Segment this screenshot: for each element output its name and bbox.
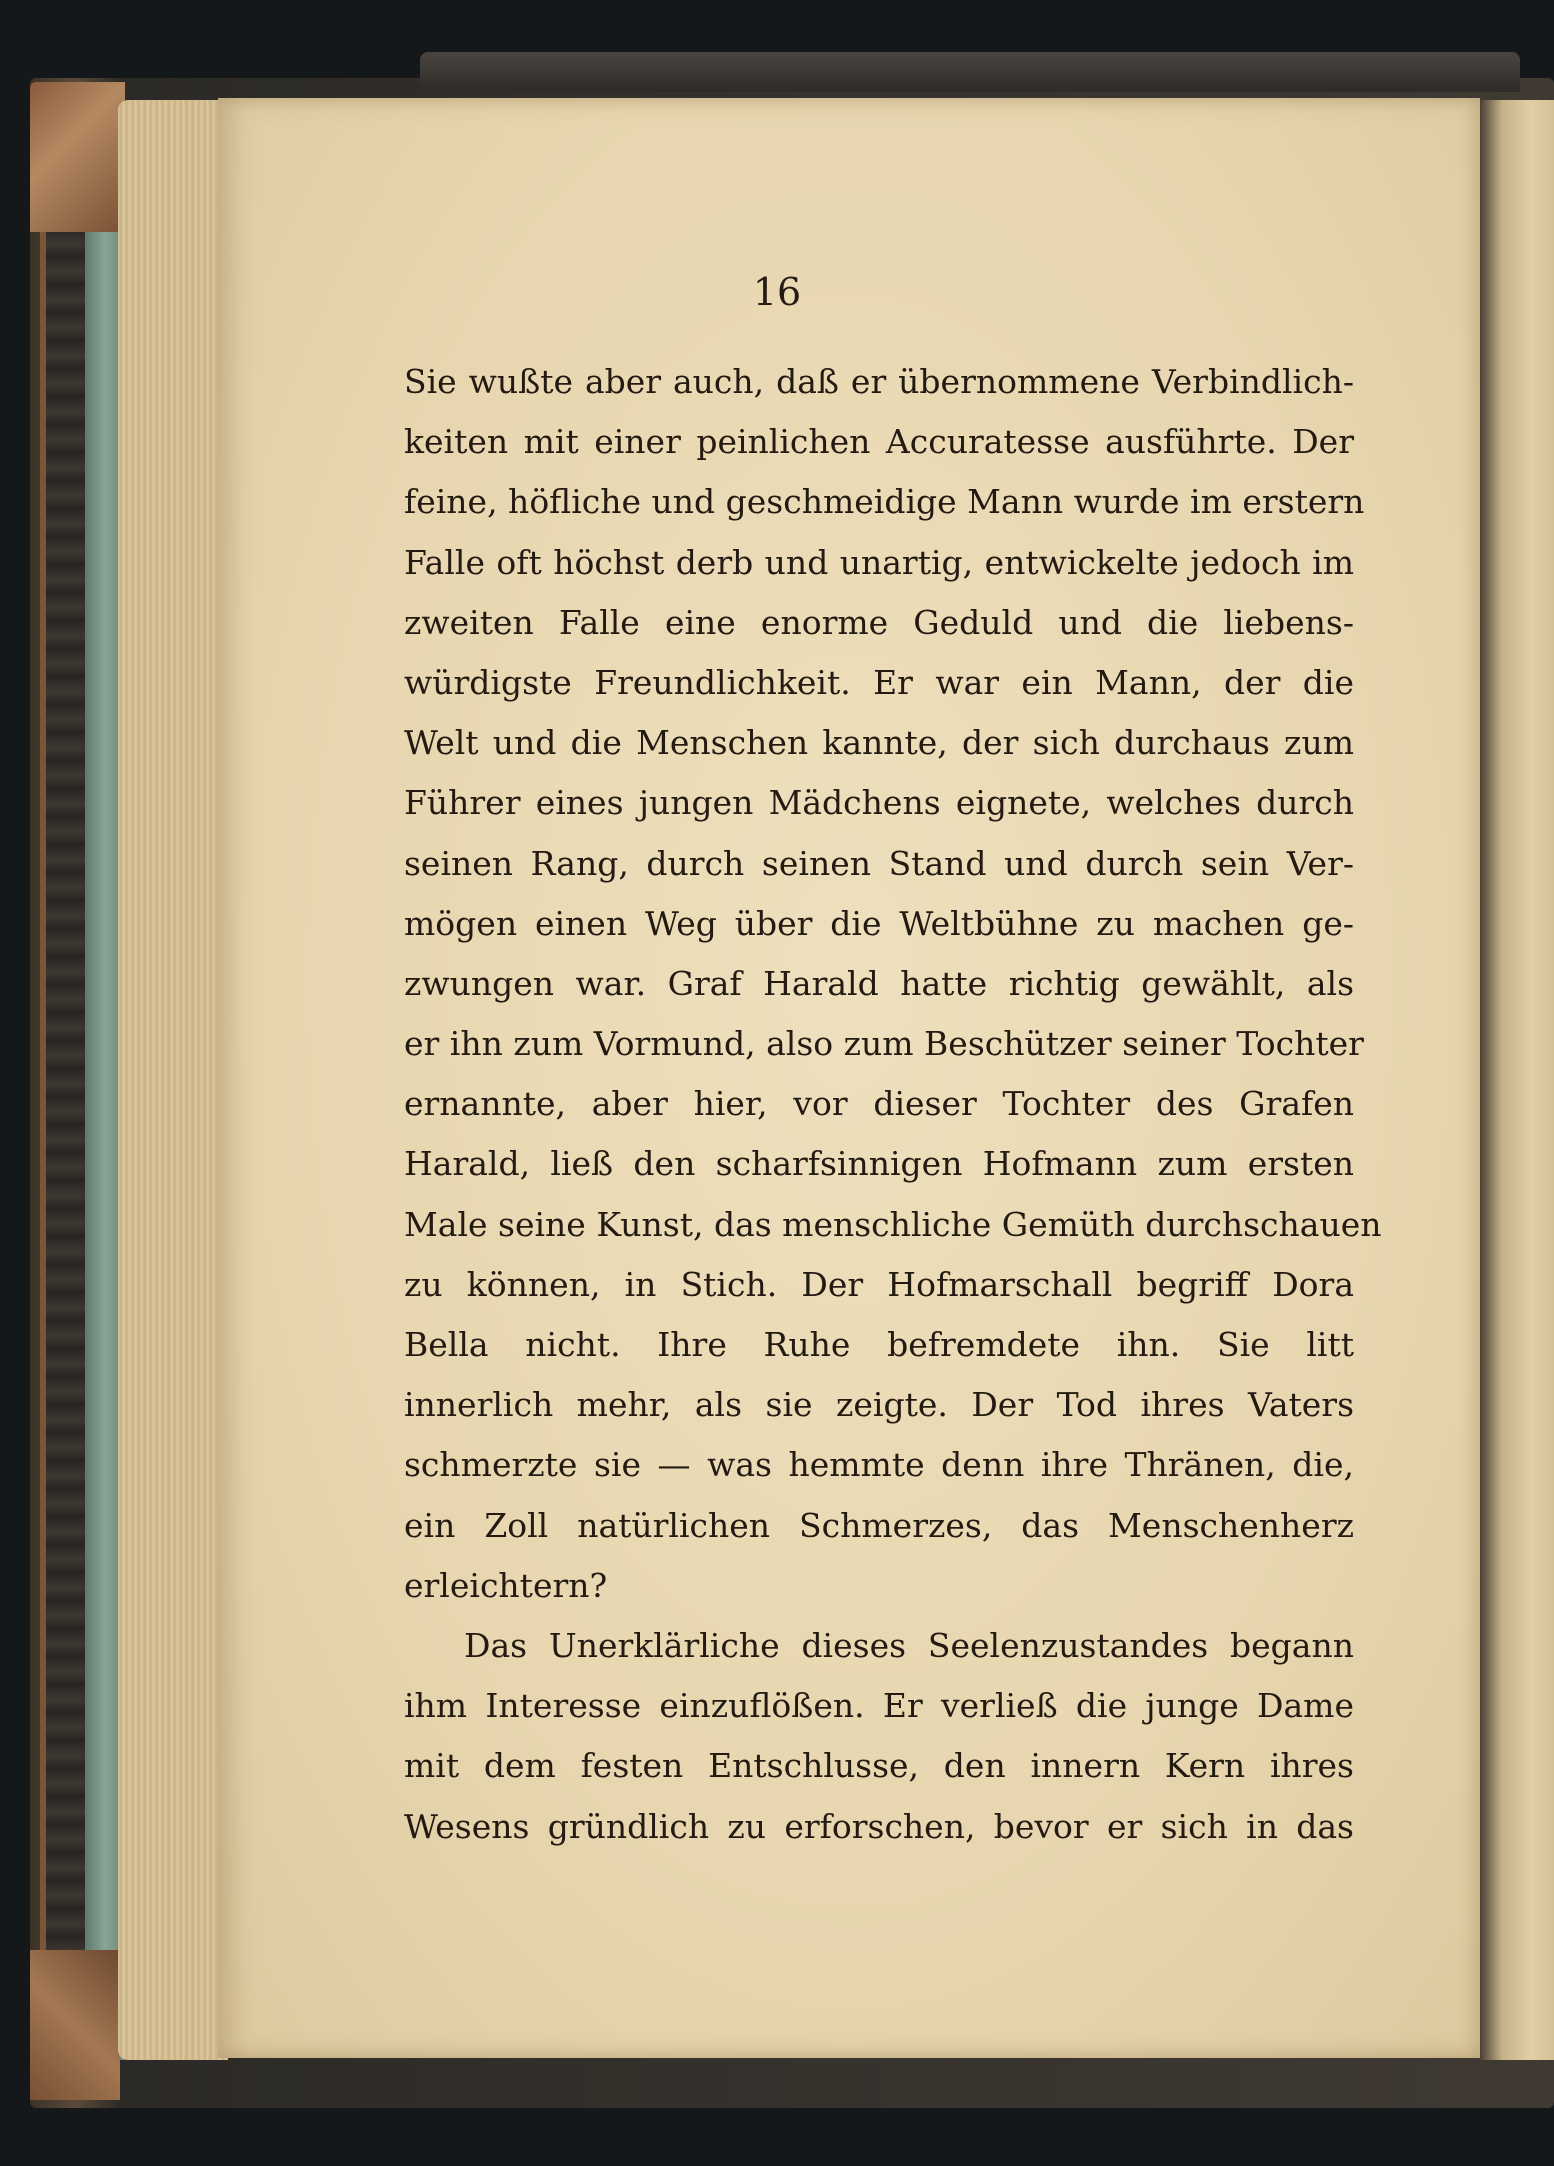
text-line: Das Unerklärliche dieses Seelenzustandes begann — [464, 1625, 1354, 1665]
text-line: seinen Rang, durch seinen Stand und durch sein Ver- — [404, 843, 1354, 883]
text-line: mit dem festen Entschlusse, den innern Kern ihres — [404, 1746, 1354, 1786]
text-line: Harald, ließ den scharfsinnigen Hofmann zum ersten — [404, 1144, 1354, 1184]
text-line: mögen einen Weg über die Weltbühne zu machen ge- — [404, 903, 1354, 943]
text-line: er ihn zum Vormund, also zum Beschützer seiner Tochter — [404, 1024, 1364, 1064]
text-line: Falle oft höchst derb und unartig, entwickelte jedoch im — [404, 542, 1354, 582]
text-line: Wesens gründlich zu erforschen, bevor er sich in das — [404, 1806, 1354, 1846]
text-line: ihm Interesse einzuflößen. Er verließ die junge Dame — [404, 1686, 1354, 1726]
book-spine-top — [420, 52, 1520, 92]
page-text — [404, 352, 1382, 1857]
text-line: Bella nicht. Ihre Ruhe befremdete ihn. Sie litt — [404, 1325, 1354, 1364]
text-line: feine, höfliche und geschmeidige Mann wurde im erstern — [404, 482, 1365, 522]
text-line: Führer eines jungen Mädchens eignete, welches durch — [404, 783, 1354, 823]
text-line: erleichtern? — [404, 1565, 608, 1605]
text-line: ernannte, aber hier, vor dieser Tochter des Grafen — [404, 1084, 1354, 1124]
text-line: würdigste Freundlichkeit. Er war ein Mann, der die — [404, 662, 1354, 702]
text-line: keiten mit einer peinlichen Accuratesse ausführte. Der — [404, 422, 1354, 462]
book-gutter — [1480, 100, 1554, 2060]
text-line: Welt und die Menschen kannte, der sich durchaus zum — [404, 723, 1354, 763]
text-line: schmerzte sie — was hemmte denn ihre Thränen, die, — [404, 1445, 1354, 1485]
text-line: innerlich mehr, als sie zeigte. Der Tod ihres Vaters — [404, 1385, 1354, 1425]
text-line: ein Zoll natürlichen Schmerzes, das Menschenherz — [404, 1505, 1354, 1545]
text-line: zu können, in Stich. Der Hofmarschall begriff Dora — [404, 1264, 1354, 1304]
text-line: Male seine Kunst, das menschliche Gemüth durchschauen — [404, 1204, 1382, 1244]
text-line: zwungen war. Graf Harald hatte richtig gewählt, als — [404, 963, 1354, 1003]
page-stack-edges — [118, 100, 228, 2060]
text-line: zweiten Falle eine enorme Geduld und die liebens- — [404, 602, 1354, 642]
text-line: Sie wußte aber auch, daß er übernommene Verbindlich- — [404, 362, 1354, 401]
book-corner-top — [30, 82, 125, 232]
book-corner-bottom — [30, 1950, 120, 2100]
page-number: 16 — [752, 270, 802, 314]
